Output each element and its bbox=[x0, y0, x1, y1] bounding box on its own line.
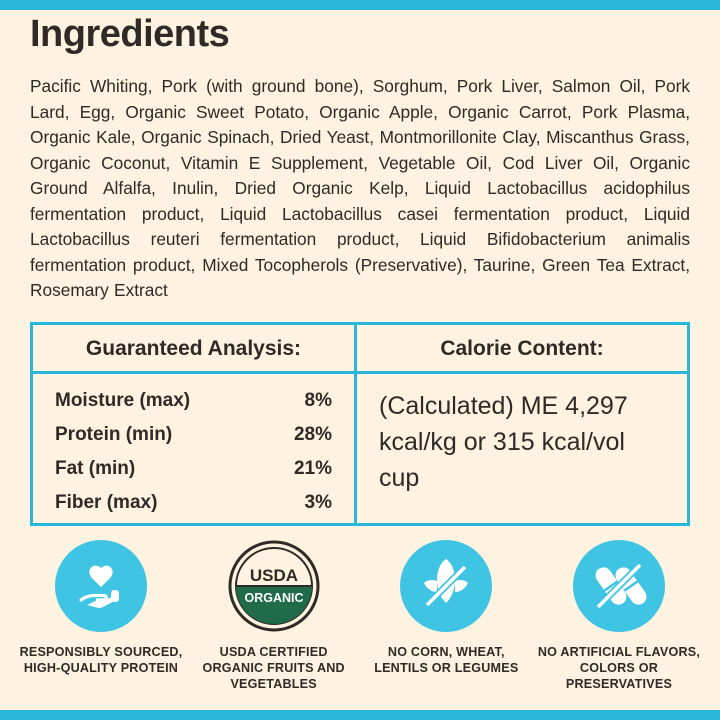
no-artificial-capsules-icon bbox=[573, 540, 665, 632]
badge-caption: RESPONSIBLY SOURCED, HIGH-QUALITY PROTEIN bbox=[19, 645, 183, 675]
analysis-label: Fat (min) bbox=[55, 458, 136, 479]
badge-no-corn bbox=[363, 540, 529, 692]
usda-organic-seal-icon bbox=[228, 540, 320, 632]
table-row bbox=[55, 384, 332, 418]
table-row bbox=[55, 452, 332, 486]
ingredients-paragraph: Pacific Whiting, Pork (with ground bone), Sorghum, Pork Liver, Salmon Oil, Pork Lard, Egg, Organic Sweet Potato, Organic Apple, Organic Carrot, Pork Plasma, Organic Kale, Organic Spinach, Dried Yeast, Montmorillonite Clay, Miscanthus Grass, Organic Coconut, Vitamin E Supplement, Vegetable Oil, Cod Liver Oil, Organic Ground Alfalfa, Inulin, Dried Organic Kelp, Liquid Lactobacillus acidophilus fermentation product, Liquid Lactobacillus casei fermentation product, Liquid Lactobacillus reuteri fermentation product, Liquid Bifidobacterium animalis fermentation product, Mixed Tocopherols (Preservative), Taurine, Green Tea Extract, Rosemary Extract bbox=[30, 76, 690, 300]
nutrition-panel bbox=[30, 322, 690, 526]
top-accent-bar bbox=[0, 0, 720, 10]
analysis-value: 8% bbox=[304, 390, 332, 411]
no-corn-icon bbox=[400, 540, 492, 632]
analysis-label: Moisture (max) bbox=[55, 390, 191, 411]
analysis-label: Protein (min) bbox=[55, 424, 173, 445]
table-row bbox=[55, 486, 332, 520]
guaranteed-analysis-section bbox=[33, 325, 357, 523]
badge-responsibly-sourced bbox=[18, 540, 184, 692]
svg-text:ORGANIC: ORGANIC bbox=[244, 591, 304, 605]
bottom-accent-bar bbox=[0, 710, 720, 720]
analysis-label: Fiber (max) bbox=[55, 492, 158, 513]
calorie-content-heading: Calorie Content: bbox=[440, 337, 604, 360]
table-row bbox=[55, 418, 332, 452]
badge-row bbox=[18, 540, 702, 692]
analysis-value: 21% bbox=[293, 458, 332, 479]
calorie-content-section bbox=[357, 325, 687, 523]
badge-no-artificial bbox=[536, 540, 702, 692]
analysis-value: 28% bbox=[293, 424, 332, 445]
badge-caption: NO CORN, WHEAT, LENTILS OR LEGUMES bbox=[374, 645, 519, 675]
guaranteed-analysis-heading: Guaranteed Analysis: bbox=[85, 337, 302, 360]
guaranteed-analysis-rows bbox=[33, 374, 354, 520]
page-title: Ingredients bbox=[30, 13, 230, 55]
badge-caption: USDA CERTIFIED ORGANIC FRUITS AND VEGETABLES bbox=[202, 645, 345, 691]
badge-caption: NO ARTIFICIAL FLAVORS, COLORS OR PRESERVATIVES bbox=[537, 645, 701, 691]
hand-heart-icon bbox=[55, 540, 147, 632]
badge-usda-organic bbox=[191, 540, 357, 692]
analysis-value: 3% bbox=[304, 492, 332, 513]
svg-text:USDA: USDA bbox=[249, 566, 298, 585]
calorie-content-text: (Calculated) ME 4,297 kcal/kg or 315 kcal/vol cup bbox=[379, 392, 628, 492]
